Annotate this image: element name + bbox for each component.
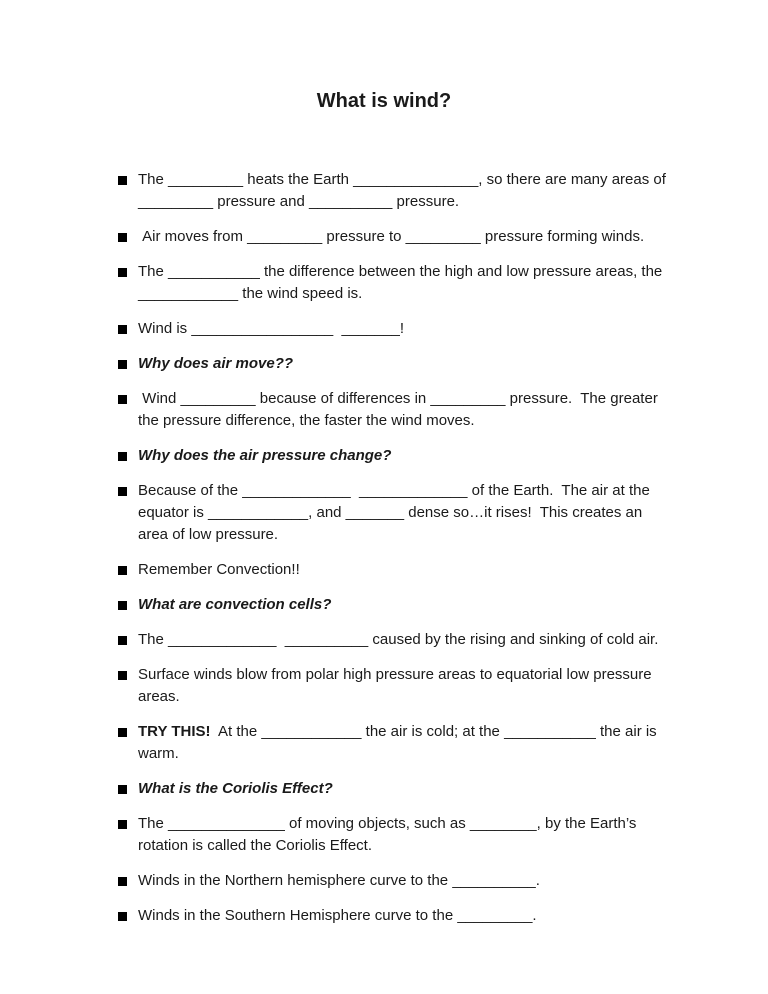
item-text: What is the Coriolis Effect?	[138, 780, 333, 797]
bullet-square-icon	[118, 636, 127, 645]
item-text: The _________ heats the Earth _______________, so there are many areas of _________ pressure and __________ pressure.	[138, 171, 671, 210]
list-item	[118, 261, 676, 305]
item-text: Why does the air pressure change?	[138, 447, 392, 464]
bullet-square-icon	[118, 820, 127, 829]
item-text: The _____________ __________ caused by the rising and sinking of cold air.	[138, 631, 659, 648]
item-text	[138, 721, 676, 765]
list-item	[118, 480, 676, 546]
list-item	[118, 870, 676, 892]
list-item	[118, 813, 676, 857]
list-item-try-this	[118, 721, 676, 765]
bullet-square-icon	[118, 671, 127, 680]
list-item	[118, 169, 676, 213]
bullet-square-icon	[118, 877, 127, 886]
item-text: The ______________ of moving objects, such as ________, by the Earth’s rotation is called the Coriolis Effect.	[138, 815, 641, 854]
bullet-square-icon	[118, 325, 127, 334]
bullet-square-icon	[118, 452, 127, 461]
list-item	[118, 226, 676, 248]
list-item	[118, 388, 676, 432]
bullet-square-icon	[118, 176, 127, 185]
item-lead: TRY THIS!	[138, 723, 211, 740]
bullet-square-icon	[118, 566, 127, 575]
bullet-square-icon	[118, 487, 127, 496]
list-item	[118, 559, 676, 581]
item-text: Surface winds blow from polar high pressure areas to equatorial low pressure areas.	[138, 666, 656, 705]
item-text: Wind _________ because of differences in _________ pressure. The greater the pressure difference, the faster the wind moves.	[138, 390, 662, 429]
item-text: Remember Convection!!	[138, 561, 300, 578]
bullet-list	[118, 169, 676, 927]
item-text: Air moves from _________ pressure to _________ pressure forming winds.	[138, 228, 645, 245]
list-item	[118, 664, 676, 708]
bullet-square-icon	[118, 268, 127, 277]
list-item	[118, 629, 676, 651]
list-item-question	[118, 445, 676, 467]
item-text: Winds in the Northern hemisphere curve to the __________.	[138, 872, 540, 889]
item-text: Wind is _________________ _______!	[138, 320, 405, 337]
page-title: What is wind?	[316, 90, 452, 112]
bullet-square-icon	[118, 360, 127, 369]
bullet-square-icon	[118, 785, 127, 794]
item-text: Because of the _____________ _____________ of the Earth. The air at the equator is ____________, and _______ dense so…it rises! This creates an area of low pressure.	[138, 482, 654, 543]
bullet-square-icon	[118, 395, 127, 404]
item-tail: At the ____________ the air is cold; at the ___________ the air is warm.	[138, 723, 661, 762]
bullet-square-icon	[118, 912, 127, 921]
list-item	[118, 905, 676, 927]
list-item	[118, 318, 676, 340]
item-text: What are convection cells?	[138, 596, 332, 613]
bullet-square-icon	[118, 728, 127, 737]
bullet-square-icon	[118, 601, 127, 610]
item-text: Winds in the Southern Hemisphere curve to the _________.	[138, 907, 537, 924]
list-item-question	[118, 594, 676, 616]
bullet-square-icon	[118, 233, 127, 242]
item-text: The ___________ the difference between the high and low pressure areas, the ____________ the wind speed is.	[138, 263, 667, 302]
list-item-question	[118, 353, 676, 375]
list-item-question	[118, 778, 676, 800]
item-text: Why does air move??	[138, 355, 294, 372]
